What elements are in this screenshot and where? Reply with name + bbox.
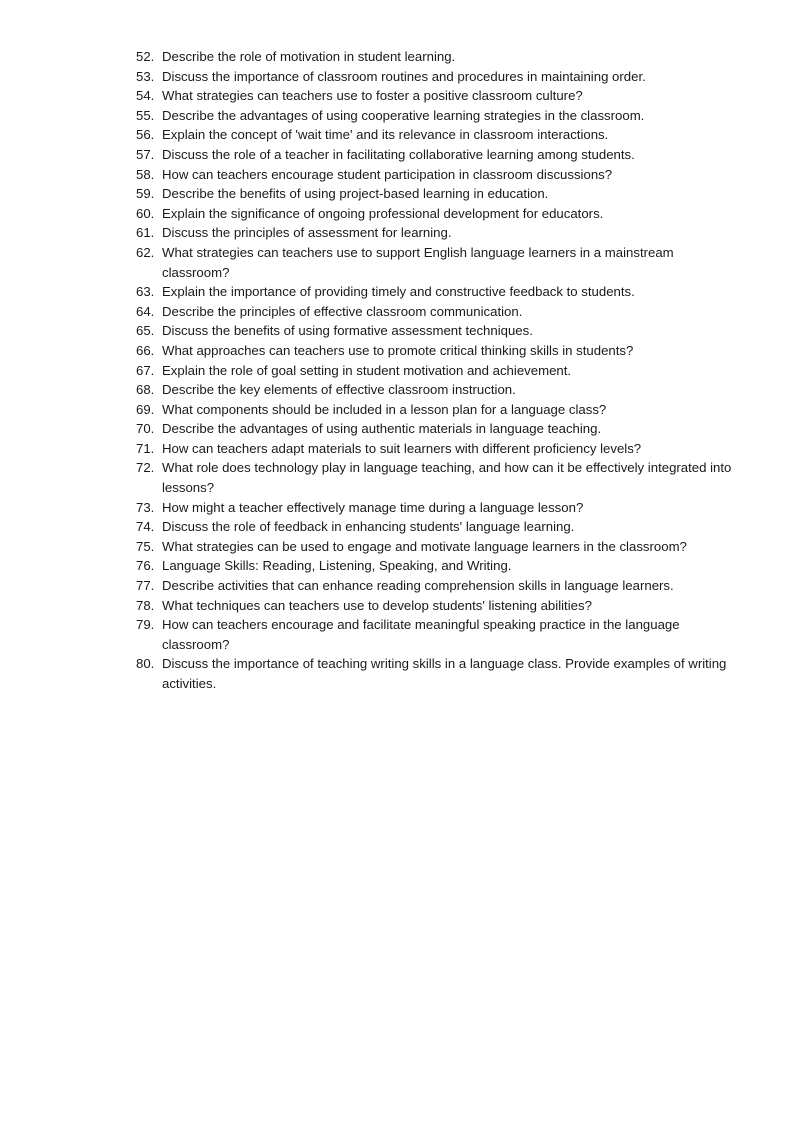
question-text: What strategies can be used to engage and motivate language learners in the classroom? [162,538,687,554]
question-number: 75. [136,538,155,554]
question-number: 74. [136,519,155,535]
list-item [136,184,744,204]
list-item [136,458,744,497]
list-item [136,243,744,282]
question-number: 61. [136,225,155,241]
question-text: How can teachers adapt materials to suit learners with different proficiency levels? [162,440,642,456]
question-number: 62. [136,244,155,260]
list-item [136,615,744,654]
list-item [136,419,744,439]
question-text: What components should be included in a lesson plan for a language class? [162,401,607,417]
question-text: Explain the significance of ongoing professional development for educators. [162,205,604,221]
question-text: Discuss the importance of classroom routines and procedures in maintaining order. [162,68,646,84]
list-item [136,596,744,616]
question-text: Describe the principles of effective classroom communication. [162,303,523,319]
question-text: Describe the advantages of using authentic materials in language teaching. [162,421,602,437]
question-text: Explain the role of goal setting in student motivation and achievement. [162,362,572,378]
question-text: Explain the concept of 'wait time' and its relevance in classroom interactions. [162,127,609,143]
question-text: Describe the advantages of using cooperative learning strategies in the classroom. [162,107,645,123]
question-text: Describe the role of motivation in student learning. [162,49,456,64]
list-item [136,282,744,302]
question-number: 73. [136,499,155,515]
question-text: What approaches can teachers use to promote critical thinking skills in students? [162,342,634,358]
question-text: What strategies can teachers use to support English language learners in a mainstream classroom? [162,244,674,280]
list-item [136,67,744,87]
question-number: 54. [136,88,155,104]
question-text: How can teachers encourage student participation in classroom discussions? [162,166,613,182]
question-number: 77. [136,578,155,594]
question-number: 66. [136,342,155,358]
list-item [136,204,744,224]
question-text: What techniques can teachers use to develop students' listening abilities? [162,597,592,613]
question-text: Discuss the principles of assessment for learning. [162,225,452,241]
question-list [136,47,744,694]
question-number: 60. [136,205,155,221]
question-number: 78. [136,597,155,613]
question-number: 71. [136,440,155,456]
list-item [136,498,744,518]
question-number: 79. [136,617,155,633]
list-item [136,380,744,400]
question-text: What strategies can teachers use to foster a positive classroom culture? [162,88,583,104]
list-item [136,439,744,459]
list-item [136,47,744,67]
question-number: 72. [136,460,155,476]
question-text: What role does technology play in language teaching, and how can it be effectively integrated into lessons? [162,460,732,496]
question-number: 53. [136,68,155,84]
question-number: 76. [136,558,155,574]
question-number: 80. [136,656,155,672]
question-number: 52. [136,49,155,64]
question-number: 57. [136,146,155,162]
list-item [136,400,744,420]
question-number: 55. [136,107,155,123]
question-number: 64. [136,303,155,319]
list-item [136,145,744,165]
question-number: 69. [136,401,155,417]
question-text: Discuss the role of a teacher in facilitating collaborative learning among students. [162,146,635,162]
question-number: 63. [136,284,155,300]
list-item [136,654,744,693]
list-item [136,106,744,126]
question-number: 68. [136,382,155,398]
question-text: Discuss the role of feedback in enhancing students' language learning. [162,519,575,535]
question-text: Discuss the benefits of using formative assessment techniques. [162,323,533,339]
question-text: Language Skills: Reading, Listening, Speaking, and Writing. [162,558,512,574]
question-text: Describe activities that can enhance reading comprehension skills in language learners. [162,578,674,594]
list-item [136,302,744,322]
question-text: How can teachers encourage and facilitate meaningful speaking practice in the language classroom? [162,617,680,652]
question-number: 56. [136,127,155,143]
question-number: 70. [136,421,155,437]
question-number: 65. [136,323,155,339]
question-text: Explain the importance of providing timely and constructive feedback to students. [162,284,635,300]
question-number: 67. [136,362,155,378]
question-text: How might a teacher effectively manage time during a language lesson? [162,499,584,515]
list-item [136,537,744,557]
question-text: Describe the key elements of effective classroom instruction. [162,382,516,398]
list-item [136,341,744,361]
list-item [136,86,744,106]
list-item [136,223,744,243]
question-text: Describe the benefits of using project-based learning in education. [162,186,549,202]
question-text: Discuss the importance of teaching writing skills in a language class. Provide examples of writing activities. [162,656,727,691]
list-item [136,517,744,537]
list-item [136,361,744,381]
list-item [136,321,744,341]
question-number: 58. [136,166,155,182]
list-item [136,165,744,185]
list-item [136,125,744,145]
list-item [136,576,744,596]
list-item [136,556,744,576]
question-number: 59. [136,186,155,202]
